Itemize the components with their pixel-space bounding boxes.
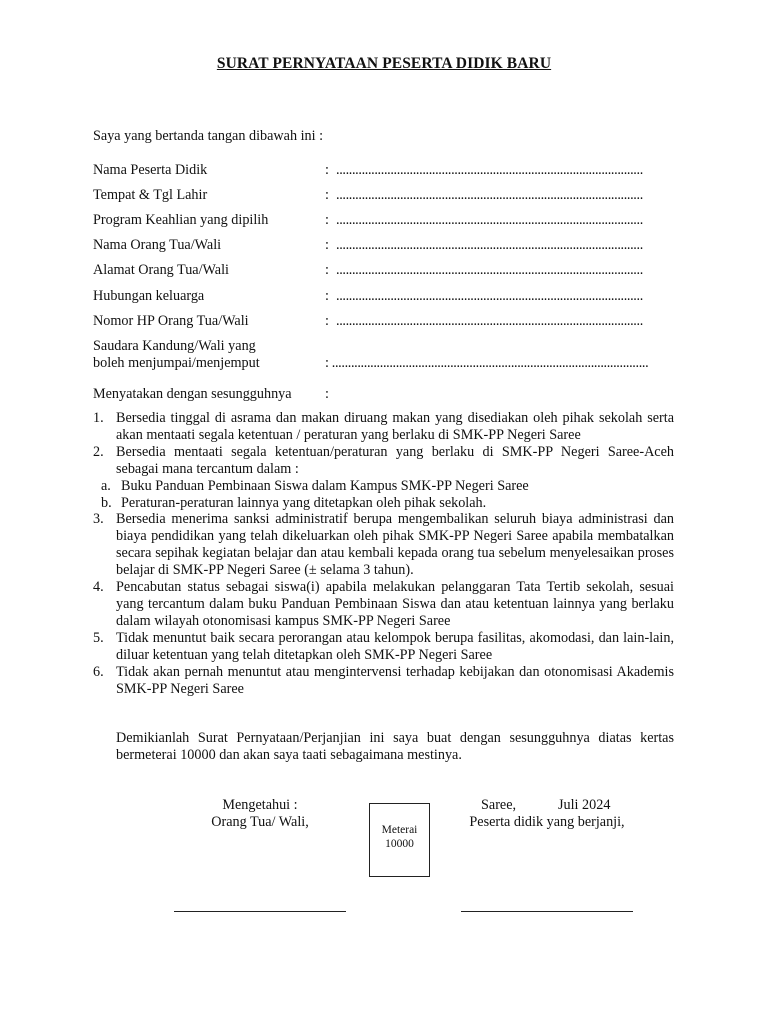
signature-line-student[interactable] bbox=[461, 911, 633, 912]
sub-list-item bbox=[93, 495, 674, 512]
sub-list-item bbox=[93, 478, 674, 495]
list-item-text: Bersedia mentaati segala ketentuan/peraturan yang berlaku di SMK-PP Negeri Saree-Aceh sebagai mana tercantum dalam : bbox=[116, 443, 674, 477]
list-item-text: Pencabutan status sebagai siswa(i) apabila melakukan pelanggaran Tata Tertib sekolah, sesuai yang tercantum dalam buku Panduan Pembinaan Siswa dan atau ketentuan lainnya yang berlaku dalam wilayah otonomisasi kampus SMK-PP Negeri Saree bbox=[116, 579, 674, 629]
field-label-ttl: Tempat & Tgl Lahir bbox=[93, 187, 208, 203]
field-colon: : bbox=[325, 187, 329, 203]
list-item-number: 3. bbox=[93, 511, 104, 528]
list-item-number: 1. bbox=[93, 410, 104, 426]
list-item-number: 4. bbox=[93, 579, 104, 596]
signature-line-parent[interactable] bbox=[174, 911, 346, 912]
meterai-value: 10000 bbox=[385, 838, 414, 850]
list-item bbox=[93, 579, 674, 630]
signature-right-role: Peserta didik yang berjanji, bbox=[469, 814, 625, 830]
field-label-nomorhp: Nomor HP Orang Tua/Wali bbox=[93, 313, 249, 329]
closing-paragraph: Demikianlah Surat Pernyataan/Perjanjian ini saya buat dengan sesungguhnya diatas kertas bermeterai 10000 dan akan saya taati sebagaimana mestinya. bbox=[116, 730, 674, 763]
field-colon: : bbox=[325, 288, 329, 304]
list-item bbox=[93, 444, 674, 478]
signature-place: Saree, bbox=[481, 797, 517, 813]
statement-list bbox=[93, 410, 674, 697]
statement-colon: : bbox=[325, 386, 329, 402]
list-item-number: 2. bbox=[93, 443, 104, 460]
list-item-text: Tidak akan pernah menuntut atau mengintervensi terhadap kebijakan dan otonomisasi Akademis SMK-PP Negeri Saree bbox=[116, 663, 674, 697]
field-blank-ttl[interactable]: ................................................................................................ bbox=[336, 187, 643, 203]
field-label-nama: Nama Peserta Didik bbox=[93, 162, 208, 178]
field-blank-hubungan[interactable]: ................................................................................................ bbox=[336, 288, 643, 304]
statement-label: Menyatakan dengan sesungguhnya bbox=[93, 386, 292, 402]
field-blank-nomorhp[interactable]: ................................................................................................ bbox=[336, 313, 643, 329]
intro-text: Saya yang bertanda tangan dibawah ini : bbox=[93, 128, 324, 144]
list-item-text: Bersedia menerima sanksi administratif berupa mengembalikan seluruh biaya administrasi dan biaya pendidikan yang telah dikeluarkan oleh pihak SMK-PP Negeri Saree apabila membatalkan secara sepihak kegiatan belajar dan atau kembali kepada orang tua sebelum menyelesaikan proses belajar di SMK-PP Negeri Saree (± selama 3 tahun). bbox=[116, 511, 674, 579]
field-blank-nama[interactable]: ................................................................................................ bbox=[336, 162, 643, 178]
sub-item-text: Peraturan-peraturan lainnya yang ditetapkan oleh pihak sekolah. bbox=[121, 494, 487, 511]
field-label-alamat: Alamat Orang Tua/Wali bbox=[93, 262, 229, 278]
field-colon: : bbox=[325, 162, 329, 178]
sub-item-letter: a. bbox=[101, 477, 111, 494]
sub-item-letter: b. bbox=[101, 494, 112, 511]
signature-date: Juli 2024 bbox=[558, 797, 611, 813]
field-label-saudara-line1: Saudara Kandung/Wali yang bbox=[93, 338, 256, 354]
list-item-text: Tidak menuntut baik secara perorangan atau kelompok berupa fasilitas, akomodasi, dan lain-lain, diluar ketentuan yang telah ditetapkan oleh SMK-PP Negeri Saree bbox=[116, 629, 674, 663]
list-item bbox=[93, 630, 674, 664]
field-colon: : bbox=[325, 313, 329, 329]
field-blank-program[interactable]: ................................................................................................ bbox=[336, 212, 643, 228]
document-title: SURAT PERNYATAAN PESERTA DIDIK BARU bbox=[216, 55, 552, 72]
list-item-number: 6. bbox=[93, 663, 104, 680]
signature-left-role: Orang Tua/ Wali, bbox=[211, 814, 309, 830]
field-blank-alamat[interactable]: ................................................................................................ bbox=[336, 262, 643, 278]
list-item-text: Bersedia tinggal di asrama dan makan diruang makan yang disediakan oleh pihak sekolah serta akan mentaati segala ketentuan / peraturan yang berlaku di SMK-PP Negeri Saree bbox=[116, 410, 674, 443]
field-label-hubungan: Hubungan keluarga bbox=[93, 288, 205, 304]
field-blank-orangtua[interactable]: ................................................................................................ bbox=[336, 237, 643, 253]
sub-item-text: Buku Panduan Pembinaan Siswa dalam Kampus SMK-PP Negeri Saree bbox=[121, 477, 529, 494]
field-blank-saudara[interactable]: : ................................................................................................... bbox=[325, 355, 649, 371]
list-item bbox=[93, 511, 674, 579]
meterai-stamp-box bbox=[369, 803, 430, 877]
field-colon: : bbox=[325, 237, 329, 253]
signature-left-heading: Mengetahui : bbox=[222, 797, 298, 813]
field-colon: : bbox=[325, 262, 329, 278]
field-colon: : bbox=[325, 212, 329, 228]
field-label-saudara-line2: boleh menjumpai/menjemput bbox=[93, 355, 260, 371]
list-item bbox=[93, 664, 674, 698]
meterai-label: Meterai bbox=[381, 824, 418, 836]
list-item bbox=[93, 410, 674, 444]
field-label-program: Program Keahlian yang dipilih bbox=[93, 212, 269, 228]
list-item-number: 5. bbox=[93, 629, 104, 646]
field-label-orangtua: Nama Orang Tua/Wali bbox=[93, 237, 222, 253]
